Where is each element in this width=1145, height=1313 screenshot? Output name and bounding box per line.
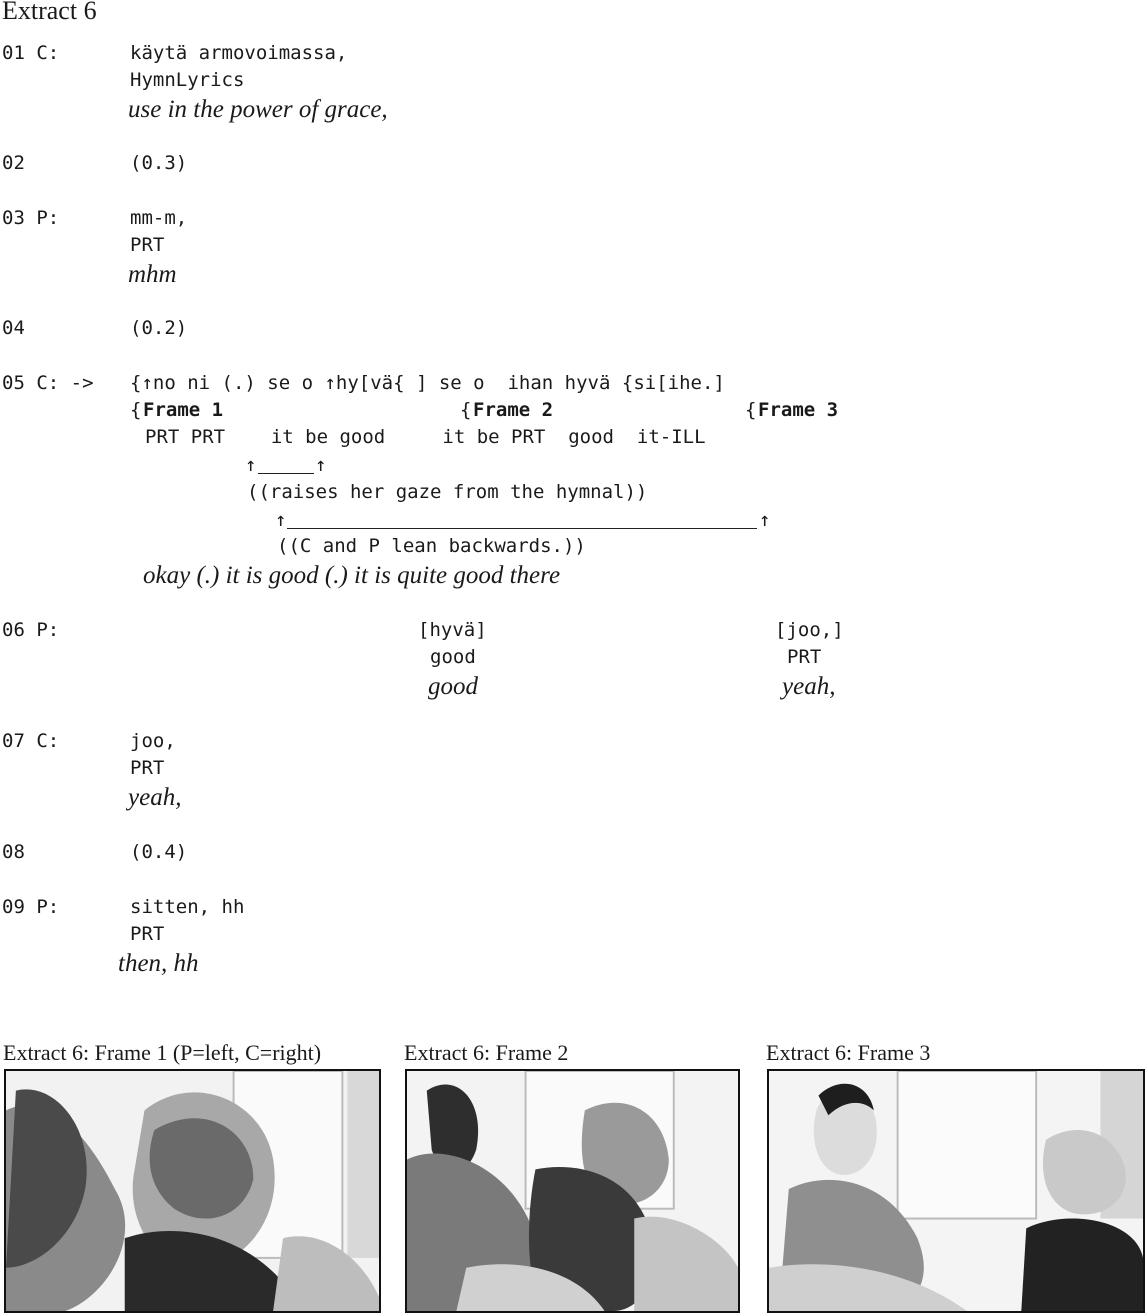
translation-text: then, hh: [118, 950, 199, 977]
gloss-text: PRT: [787, 646, 822, 668]
line-number: 02: [2, 152, 25, 174]
frame-caption-2: Extract 6: Frame 2: [404, 1040, 569, 1065]
line-number: 07 C:: [2, 730, 60, 752]
line-number: 01 C:: [2, 42, 60, 64]
translation-text: yeah,: [128, 784, 182, 811]
original-text: [hyvä]: [418, 619, 487, 641]
arrow-up-icon: ↑: [315, 454, 327, 476]
extract-title: Extract 6: [2, 0, 97, 25]
line-number: 09 P:: [2, 896, 60, 918]
video-frame-3-image: [767, 1069, 1145, 1313]
frame-marker-1: Frame 1: [143, 399, 224, 421]
line-number: 03 P:: [2, 207, 60, 229]
action-span-line: [287, 528, 757, 529]
gloss-text: good: [430, 646, 476, 668]
line-number: 08: [2, 841, 25, 863]
arrow-up-icon: ↑: [759, 509, 771, 531]
frame-marker-3: Frame 3: [758, 399, 839, 421]
translation-text: use in the power of grace,: [128, 96, 388, 123]
translation-text: good: [428, 673, 478, 700]
original-text: mm-m,: [130, 207, 188, 229]
pause-text: (0.2): [130, 317, 188, 339]
line-number: 04: [2, 317, 25, 339]
gloss-text: PRT PRT it be good it be PRT good it-ILL: [145, 426, 706, 448]
video-frame-1-image: [4, 1069, 381, 1313]
frame-brace: {: [745, 399, 757, 421]
embodied-action-text: ((raises her gaze from the hymnal)): [247, 481, 648, 503]
embodied-action-text: ((C and P lean backwards.)): [277, 535, 586, 557]
translation-text: okay (.) it is good (.) it is quite good there: [143, 562, 561, 589]
video-frame-2-image: [405, 1069, 740, 1313]
translation-text: yeah,: [782, 673, 836, 700]
gloss-text: PRT: [130, 757, 165, 779]
original-text: [joo,]: [775, 619, 844, 641]
gloss-text: HymnLyrics: [130, 69, 245, 91]
original-text: {↑no ni (.) se o ↑hy[vä{ ] se o ihan hyvä {si[ihe.]: [130, 372, 725, 394]
arrow-up-icon: ↑: [245, 454, 257, 476]
pause-text: (0.4): [130, 841, 188, 863]
line-number: 05 C: ->: [2, 372, 94, 394]
translation-text: mhm: [128, 261, 177, 288]
action-span-line: [258, 473, 314, 474]
frame-marker-2: Frame 2: [473, 399, 554, 421]
frame-brace: {: [130, 399, 142, 421]
arrow-up-icon: ↑: [275, 509, 287, 531]
gloss-text: PRT: [130, 923, 165, 945]
original-text: käytä armovoimassa,: [130, 42, 348, 64]
frame-caption-3: Extract 6: Frame 3: [766, 1040, 931, 1065]
frame-brace: {: [460, 399, 472, 421]
frame-caption-1: Extract 6: Frame 1 (P=left, C=right): [3, 1040, 322, 1065]
original-text: sitten, hh: [130, 896, 245, 918]
line-number: 06 P:: [2, 619, 60, 641]
gloss-text: PRT: [130, 234, 165, 256]
original-text: joo,: [130, 730, 176, 752]
pause-text: (0.3): [130, 152, 188, 174]
